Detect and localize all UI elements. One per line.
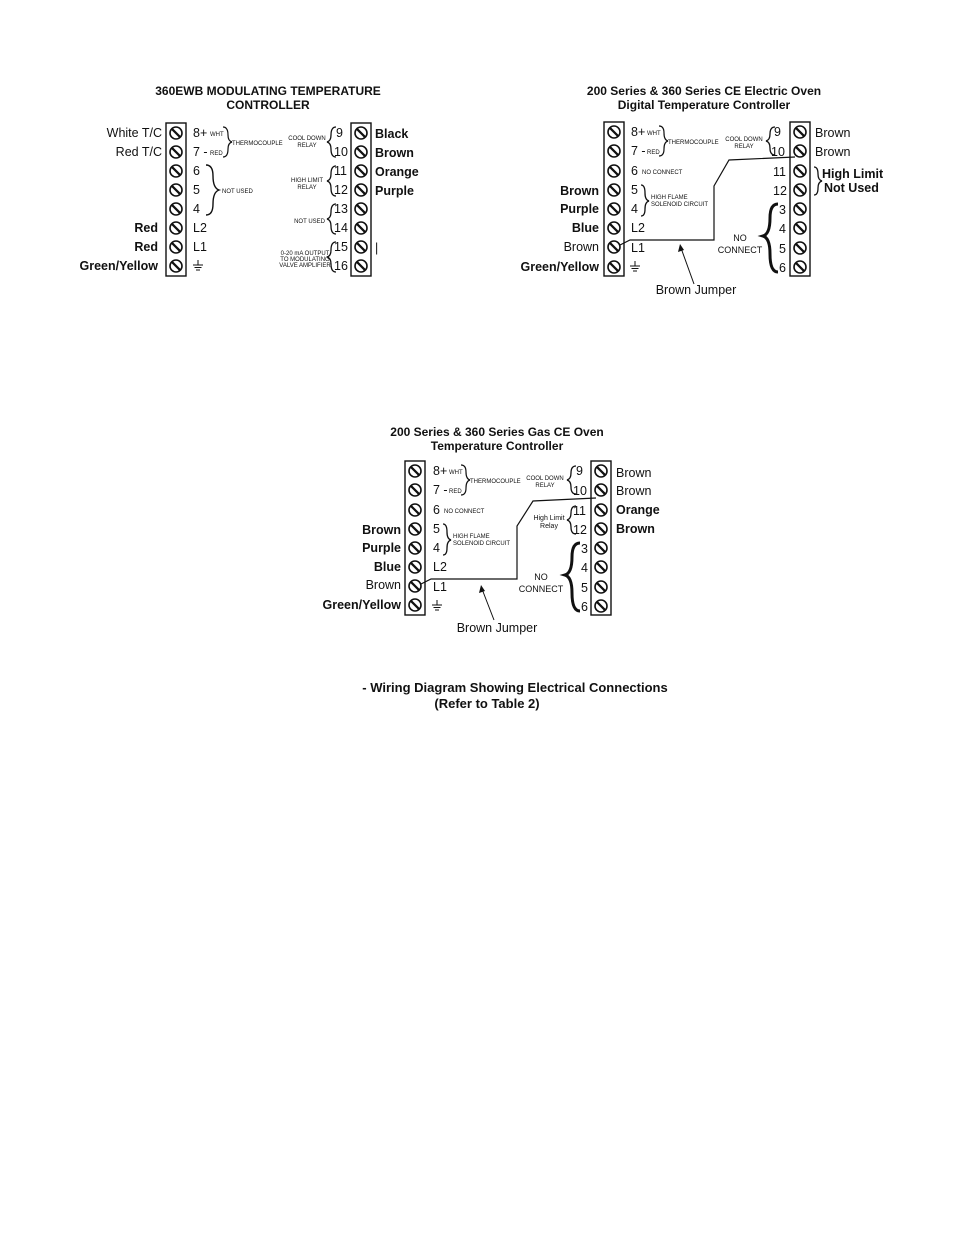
diagram2-terminal-number: 10 (771, 145, 785, 159)
diagram3-cool-down-label: COOL DOWN (526, 476, 564, 482)
diagram2-wire-label: Brown (815, 126, 851, 140)
diagram2-terminal-number: 4 (631, 202, 638, 216)
diagram1-cool-down-label: RELAY (297, 143, 317, 149)
diagram3-terminal-number: 8+ (433, 464, 448, 478)
diagram3-wire-label: Brown (365, 578, 401, 592)
diagram2-terminal-number: 8+ (631, 125, 646, 139)
diagram3-wire-label: Brown (616, 466, 652, 480)
diagram1-terminal-number: 7 - (193, 145, 208, 159)
diagram1-not-used-brace (206, 165, 219, 215)
diagram1-cool-down-label: COOL DOWN (288, 136, 326, 142)
diagram3-jumper-arrowhead (479, 585, 485, 593)
diagram1-wht-label: WHT (210, 132, 224, 138)
diagram1-red-label: RED (210, 151, 223, 157)
diagram1-terminal-number: 15 (334, 240, 348, 254)
diagram3-red-label: RED (449, 489, 462, 495)
diagram1-wire-label: Black (375, 127, 409, 141)
diagram2-cool-down-label: RELAY (734, 144, 754, 150)
diagram2-right-screws (794, 126, 806, 273)
diagram1-wire-label: Red (134, 240, 158, 254)
diagram3-cool-down-label: RELAY (535, 483, 555, 489)
diagram3-high-flame-label: SOLENOID CIRCUIT (453, 541, 511, 547)
diagram1-ma-output-label: 0-20 mA OUTPUT (280, 251, 330, 257)
diagram1-terminal-number: L2 (193, 221, 207, 235)
diagram2-title-line2: Digital Temperature Controller (617, 98, 791, 112)
diagram3-terminal-number: 11 (573, 504, 586, 518)
diagram2-terminal-number: 7 - (631, 144, 646, 158)
diagram2-high-limit-label: Not Used (824, 181, 879, 195)
diagram2-high-limit-brace (814, 167, 822, 195)
diagram2-terminal-number: 4 (779, 222, 786, 236)
diagram2-terminal-number: 12 (773, 184, 787, 198)
diagram2-high-flame-label: HIGH FLAME (651, 195, 688, 201)
diagram1-terminal-number: 5 (193, 183, 200, 197)
diagram1-high-limit-label: RELAY (297, 185, 317, 191)
diagram1-wire-label: Red T/C (115, 145, 162, 159)
diagram3-terminal-number: 6 (433, 503, 440, 517)
diagram1-not-used-label: NOT USED (222, 189, 253, 195)
diagram3-title-line1: 200 Series & 360 Series Gas CE Oven (390, 425, 604, 439)
diagram2-thermocouple-label: THERMOCOUPLE (668, 140, 719, 146)
diagram3-right-screws (595, 465, 607, 612)
diagram1-terminal-number: 11 (334, 164, 347, 178)
diagram2-wire-label: Brown (560, 184, 599, 198)
diagram2-high-flame-brace (641, 185, 649, 216)
diagram3-no-connect-label: CONNECT (518, 584, 564, 594)
diagram3-jumper-label: Brown Jumper (456, 621, 538, 635)
diagram2-terminal-number: 5 (631, 183, 638, 197)
diagram2-wire-label: Purple (560, 202, 599, 216)
diagram1-terminal-number: L1 (193, 240, 207, 254)
diagram-electric-oven (520, 84, 883, 297)
diagram2-terminal-number: L2 (631, 221, 645, 235)
diagram-gas-oven (322, 425, 659, 635)
diagram3-wire-label: Purple (362, 541, 401, 555)
diagram2-left-screws (608, 126, 620, 273)
diagram1-terminal-number: 16 (334, 259, 348, 273)
diagram1-ma-output-label: TO MODULATING (280, 257, 330, 263)
diagram1-thermocouple-label: THERMOCOUPLE (232, 141, 283, 147)
diagram3-wire-label: Orange (616, 503, 660, 517)
diagram1-ground-symbol (193, 260, 203, 270)
diagram3-high-limit-relay-label: Relay (540, 523, 558, 530)
diagram3-no-connect-brace (565, 543, 580, 611)
diagram1-terminal-number: 4 (193, 202, 200, 216)
diagram1-wire-label: Red (134, 221, 158, 235)
diagram1-wire-label: Purple (375, 184, 414, 198)
diagram3-terminal-number: 5 (581, 581, 588, 595)
diagram3-terminal-number: L1 (433, 580, 447, 594)
diagram1-terminal-number: 14 (334, 221, 348, 235)
diagram2-jumper-arrowhead (678, 244, 684, 252)
diagram2-wire-label: Blue (571, 221, 599, 235)
diagram3-terminal-number: 5 (433, 522, 440, 536)
diagram3-terminal-number: 4 (581, 561, 588, 575)
diagram3-terminal-number: 6 (581, 600, 588, 614)
diagram3-high-limit-relay-label: High Limit (533, 515, 565, 522)
diagram3-title-line2: Temperature Controller (430, 439, 564, 453)
diagram1-thermocouple-brace (223, 127, 232, 157)
diagram2-red-label: RED (647, 150, 660, 156)
diagram2-wire-label: Green/Yellow (520, 260, 599, 274)
diagram1-terminal-number: 9 (336, 126, 343, 140)
diagram3-thermocouple-label: THERMOCOUPLE (470, 479, 521, 485)
diagram3-no-connect-small: NO CONNECT (444, 509, 485, 515)
diagram2-terminal-number: 6 (631, 164, 638, 178)
diagram3-high-flame-label: HIGH FLAME (453, 534, 490, 540)
diagram1-left-screws (170, 127, 182, 272)
diagram3-no-connect-label: NO (534, 572, 548, 582)
diagram2-terminal-number: L1 (631, 241, 645, 255)
diagram2-high-limit-label: High Limit (822, 167, 884, 181)
diagram3-wire-label: Brown (616, 484, 652, 498)
diagram2-terminal-number: 9 (774, 125, 781, 139)
diagram2-jumper-pointer (681, 248, 694, 284)
diagram1-right-screws (355, 127, 367, 272)
diagram2-no-connect-label: CONNECT (717, 245, 763, 255)
diagram1-terminal-number: 6 (193, 164, 200, 178)
diagram3-terminal-number: 4 (433, 541, 440, 555)
diagram3-terminal-number: 7 - (433, 483, 448, 497)
diagram3-terminal-number: L2 (433, 560, 447, 574)
diagram3-high-flame-brace (443, 524, 451, 555)
diagram2-ground-symbol (630, 261, 640, 271)
diagram2-terminal-number: 5 (779, 242, 786, 256)
diagram1-not-used-right-label: NOT USED (294, 219, 325, 225)
diagram3-wire-label: Blue (373, 560, 401, 574)
diagram2-wht-label: WHT (647, 131, 661, 137)
diagram3-terminal-number: 12 (573, 523, 587, 537)
diagram3-wht-label: WHT (449, 470, 463, 476)
diagram1-high-limit-label: HIGH LIMIT (290, 178, 324, 184)
diagram2-cool-down-label: COOL DOWN (725, 137, 763, 143)
diagram3-ground-symbol (432, 600, 442, 610)
diagram2-jumper-label: Brown Jumper (655, 283, 737, 297)
diagram1-title-line1: 360EWB MODULATING TEMPERATURE (155, 84, 381, 98)
diagram1-terminal-number: 13 (334, 202, 348, 216)
diagram1-terminal-number: 12 (334, 183, 348, 197)
diagram2-no-connect-brace (763, 204, 778, 272)
diagram3-terminal-number: 10 (573, 484, 587, 498)
diagram2-no-connect-label: NO (733, 233, 747, 243)
diagram2-terminal-number: 11 (773, 165, 786, 179)
figure-caption-line2: (Refer to Table 2) (434, 696, 540, 711)
diagram3-wire-label: Green/Yellow (322, 598, 401, 612)
diagram2-no-connect-small: NO CONNECT (642, 170, 683, 176)
diagram1-title-line2: CONTROLLER (226, 98, 310, 112)
diagram1-wire-label: | (375, 241, 379, 255)
diagram2-title-line1: 200 Series & 360 Series CE Electric Oven (586, 84, 822, 98)
diagram2-high-flame-label: SOLENOID CIRCUIT (651, 202, 709, 208)
diagram1-wire-label: White T/C (106, 126, 162, 140)
diagram2-terminal-number: 3 (779, 203, 786, 217)
diagram3-terminal-number: 9 (576, 464, 583, 478)
diagram3-wire-label: Brown (616, 522, 655, 536)
diagram1-wire-label: Brown (375, 146, 414, 160)
diagram2-wire-label: Brown (815, 145, 851, 159)
diagram3-left-screws (409, 465, 421, 611)
diagram-360ewb (79, 84, 418, 276)
diagram1-ma-output-label: VALVE AMPLIFIER (279, 263, 331, 269)
diagram1-terminal-number: 10 (334, 145, 348, 159)
diagram3-terminal-number: 3 (581, 542, 588, 556)
diagram2-wire-label: Brown (563, 240, 599, 254)
diagram1-terminal-number: 8+ (193, 126, 208, 140)
diagram1-wire-label: Green/Yellow (79, 259, 158, 273)
figure-caption-line1: - Wiring Diagram Showing Electrical Connections (362, 680, 668, 695)
diagram3-jumper-pointer (482, 589, 494, 620)
diagram2-terminal-number: 6 (779, 261, 786, 275)
diagram3-wire-label: Brown (362, 523, 401, 537)
diagram1-wire-label: Orange (375, 165, 419, 179)
